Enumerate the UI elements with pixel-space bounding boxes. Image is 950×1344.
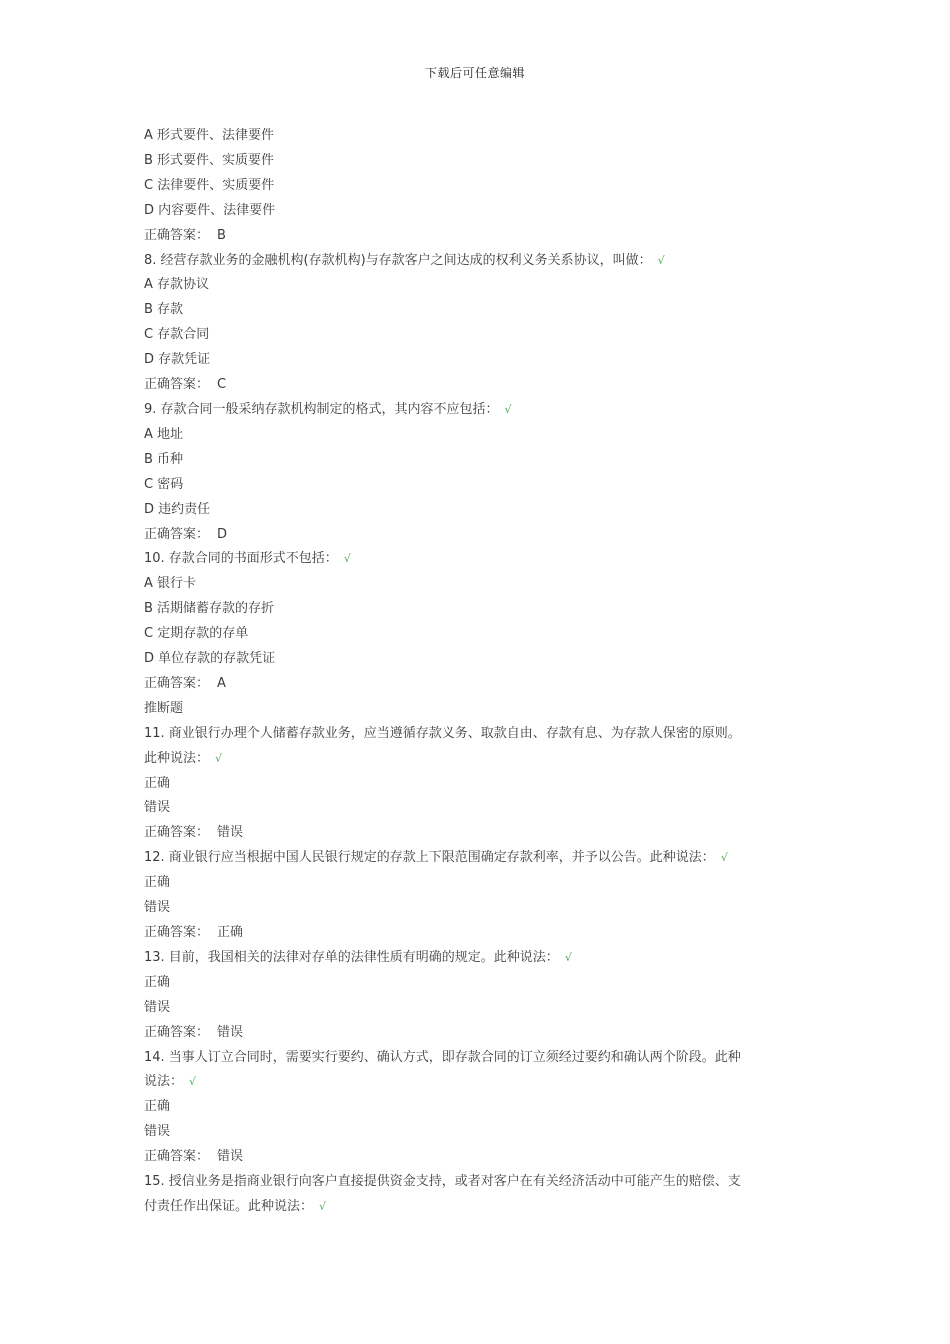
question-line	[144, 547, 804, 572]
line-text: 正确答案：	[144, 526, 210, 542]
correct-answer: 错误	[217, 1149, 244, 1165]
line-text: 11. 商业银行办理个人储蓄存款业务，应当遵循存款义务、取款自由、存款有息、为存款人保密的原则。	[144, 725, 741, 741]
text-line	[144, 697, 804, 722]
line-text: A 形式要件、法律要件	[144, 128, 275, 143]
line-text: 14. 当事人订立合同时，需要实行要约、确认方式，即存款合同的订立须经过要约和确认两个阶段。此种	[144, 1049, 741, 1065]
line-text: 10. 存款合同的书面形式不包括：	[144, 551, 338, 567]
text-line	[144, 572, 804, 597]
line-text: B 币种	[144, 451, 184, 467]
line-text: 错误	[144, 800, 171, 816]
line-text: A 存款协议	[144, 277, 210, 293]
line-text: A 地址	[144, 426, 184, 442]
line-text: 正确答案：	[144, 227, 210, 243]
line-text: 12. 商业银行应当根据中国人民银行规定的存款上下限范围确定存款利率，并予以公告。此种说法：	[144, 850, 715, 866]
text-line	[144, 722, 804, 747]
line-text: 错误	[144, 1124, 171, 1140]
line-text: B 存款	[144, 302, 184, 318]
text-line	[144, 871, 804, 896]
line-text: 15. 授信业务是指商业银行向客户直接提供资金支持，或者对客户在有关经济活动中可能产生的赔偿、支	[144, 1174, 741, 1190]
line-text: 付责任作出保证。此种说法：	[144, 1198, 314, 1214]
text-line	[144, 498, 804, 523]
line-text: 正确答案：	[144, 377, 210, 393]
line-text: 错误	[144, 900, 171, 916]
text-line	[144, 448, 804, 473]
answer-line	[144, 373, 804, 398]
text-line	[144, 124, 804, 149]
text-line	[144, 996, 804, 1021]
text-line	[144, 323, 804, 348]
text-line	[144, 1170, 804, 1195]
line-text: 9. 存款合同一般采纳存款机构制定的格式，其内容不应包括：	[144, 401, 499, 417]
text-line	[144, 796, 804, 821]
answer-line	[144, 1021, 804, 1046]
page-header: 下载后可任意编辑	[424, 66, 525, 80]
line-text: 13. 目前，我国相关的法律对存单的法律性质有明确的规定。此种说法：	[144, 949, 559, 965]
line-text: 正确答案：	[144, 925, 210, 940]
answer-line	[144, 921, 804, 946]
line-text: B 形式要件、实质要件	[144, 152, 275, 168]
line-text: D 违约责任	[144, 501, 211, 517]
text-line	[144, 971, 804, 996]
line-text: 正确答案：	[144, 1024, 210, 1040]
text-line	[144, 348, 804, 373]
line-text: 推断题	[144, 700, 184, 716]
text-line	[144, 199, 804, 224]
checkmark-icon: √	[343, 552, 351, 566]
correct-answer: C	[217, 377, 227, 393]
text-line	[144, 772, 804, 797]
checkmark-icon: √	[657, 253, 665, 267]
answer-line	[144, 224, 804, 249]
line-text: 错误	[144, 999, 171, 1015]
correct-answer: 错误	[217, 825, 244, 841]
text-line	[144, 597, 804, 622]
line-text: 正确	[144, 875, 171, 891]
answer-line	[144, 821, 804, 846]
correct-answer: 正确	[217, 925, 244, 940]
checkmark-icon: √	[189, 1075, 197, 1089]
line-text: 正确	[144, 775, 171, 791]
line-text: 正确	[144, 974, 171, 990]
answer-line	[144, 672, 804, 697]
line-text: 正确答案：	[144, 1149, 210, 1165]
correct-answer: D	[217, 526, 228, 542]
question-line	[144, 846, 804, 871]
correct-answer: A	[217, 675, 226, 691]
checkmark-icon: √	[720, 851, 728, 865]
line-text: D 单位存款的存款凭证	[144, 651, 276, 667]
document-body	[144, 124, 804, 1220]
text-line	[144, 298, 804, 323]
line-text: C 密码	[144, 476, 184, 492]
text-line	[144, 622, 804, 647]
line-text: 此种说法：	[144, 750, 210, 766]
text-line	[144, 473, 804, 498]
text-line	[144, 1120, 804, 1145]
line-text: C 存款合同	[144, 327, 210, 343]
line-text: 正确答案：	[144, 825, 210, 841]
question-line	[144, 398, 804, 423]
question-line	[144, 1195, 804, 1220]
line-text: C 法律要件、实质要件	[144, 177, 275, 193]
answer-line	[144, 523, 804, 548]
correct-answer: 错误	[217, 1024, 244, 1040]
text-line	[144, 273, 804, 298]
question-line	[144, 946, 804, 971]
text-line	[144, 1095, 804, 1120]
question-line	[144, 1070, 804, 1095]
line-text: 正确答案：	[144, 675, 210, 691]
text-line	[144, 1046, 804, 1071]
correct-answer: B	[217, 227, 226, 243]
text-line	[144, 174, 804, 199]
text-line	[144, 423, 804, 448]
checkmark-icon: √	[504, 402, 512, 416]
text-line	[144, 149, 804, 174]
line-text: C 定期存款的存单	[144, 626, 249, 642]
line-text: 正确	[144, 1099, 171, 1115]
text-line	[144, 647, 804, 672]
line-text: D 存款凭证	[144, 352, 211, 368]
line-text: D 内容要件、法律要件	[144, 202, 276, 218]
checkmark-icon: √	[564, 950, 572, 964]
text-line	[144, 896, 804, 921]
checkmark-icon: √	[215, 751, 223, 765]
line-text: 说法：	[144, 1074, 184, 1090]
line-text: B 活期储蓄存款的存折	[144, 601, 275, 617]
answer-line	[144, 1145, 804, 1170]
line-text: A 银行卡	[144, 576, 197, 592]
question-line	[144, 249, 804, 274]
checkmark-icon: √	[319, 1199, 327, 1213]
line-text: 8. 经营存款业务的金融机构(存款机构)与存款客户之间达成的权利义务关系协议，叫做：	[144, 252, 652, 268]
question-line	[144, 747, 804, 772]
